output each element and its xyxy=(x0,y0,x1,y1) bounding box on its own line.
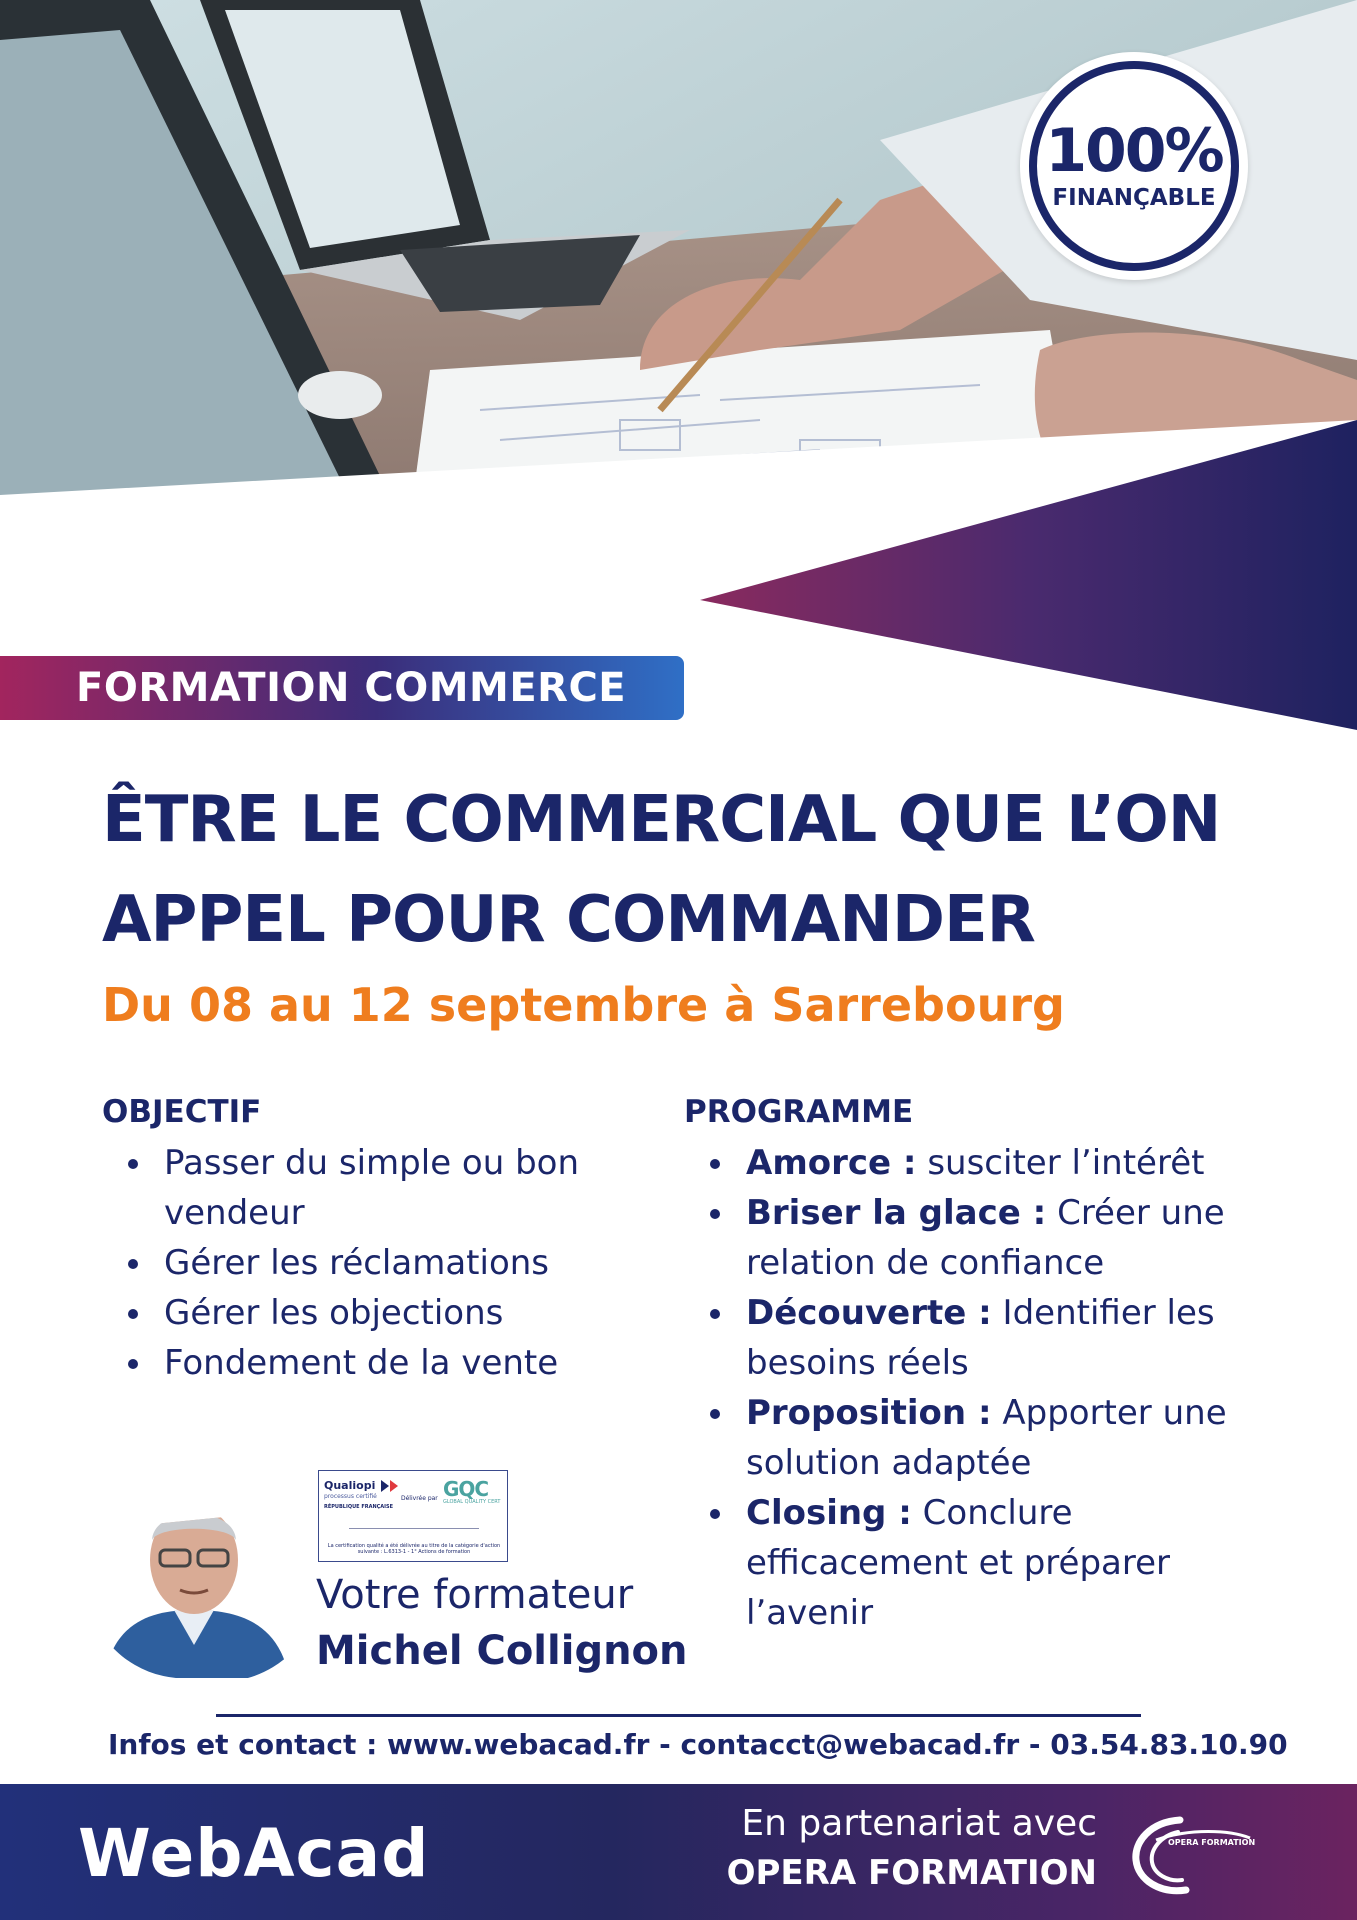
trainer-label: Votre formateur xyxy=(316,1572,634,1618)
financing-label: FINANÇABLE xyxy=(1052,185,1216,211)
qualiopi-divider xyxy=(349,1528,479,1529)
programme-item-text: susciter l’intérêt xyxy=(916,1143,1205,1183)
financing-badge-ring xyxy=(1029,61,1239,271)
programme-item-text: Créer une relation de confiance xyxy=(746,1193,1225,1283)
opera-logo-text: OPERA FORMATION xyxy=(1168,1838,1256,1847)
programme-item-title: Proposition : xyxy=(746,1393,992,1433)
objectif-heading: OBJECTIF xyxy=(102,1094,262,1130)
partner-name: OPERA FORMATION xyxy=(726,1853,1097,1893)
programme-item xyxy=(684,1288,1284,1388)
objectif-item: Fondement de la vente xyxy=(102,1338,662,1388)
programme-item-title: Briser la glace : xyxy=(746,1193,1047,1233)
objectif-item: Gérer les réclamations xyxy=(102,1238,662,1288)
objectif-list xyxy=(102,1138,662,1388)
gqc-logo: GQC xyxy=(443,1477,489,1501)
financing-badge xyxy=(1020,52,1248,280)
qualiopi-arrows-icon xyxy=(381,1480,401,1492)
programme-item xyxy=(684,1488,1284,1638)
programme-item-text: Identifier les besoins réels xyxy=(746,1293,1215,1383)
opera-formation-logo xyxy=(1120,1808,1260,1900)
qualiopi-certification xyxy=(318,1470,508,1562)
trainer-photo xyxy=(94,1470,294,1678)
programme-item xyxy=(684,1138,1284,1188)
programme-item-text: Conclure efficacement et préparer l’avenir xyxy=(746,1493,1170,1633)
financing-percent: 100% xyxy=(1045,116,1223,186)
programme-item xyxy=(684,1388,1284,1488)
qualiopi-delivered-by: Délivrée par xyxy=(401,1495,438,1502)
objectif-item: Gérer les objections xyxy=(102,1288,662,1338)
qualiopi-subtitle: processus certifié xyxy=(324,1493,377,1500)
programme-item xyxy=(684,1188,1284,1288)
programme-heading: PROGRAMME xyxy=(684,1094,914,1130)
objectif-item: Passer du simple ou bon vendeur xyxy=(102,1138,662,1238)
course-title xyxy=(102,770,1282,970)
qualiopi-footnote: La certification qualité a été délivrée au titre de la catégorie d'action suivante : L.6313-1 - 1° Actions de formation xyxy=(327,1543,501,1555)
trainer-name: Michel Collignon xyxy=(316,1628,688,1674)
course-dates: Du 08 au 12 septembre à Sarrebourg xyxy=(102,978,1065,1032)
partner-label: En partenariat avec xyxy=(741,1803,1097,1844)
title-line-1: ÊTRE LE COMMERCIAL QUE L’ON xyxy=(102,783,1221,857)
programme-item-title: Découverte : xyxy=(746,1293,992,1333)
contact-divider xyxy=(216,1714,1141,1717)
programme-item-text: Apporter une solution adaptée xyxy=(746,1393,1227,1483)
webacad-logo: WebAcad xyxy=(78,1815,430,1892)
category-tag-label: FORMATION COMMERCE xyxy=(76,665,627,711)
contact-info: Infos et contact : www.webacad.fr - contacct@webacad.fr - 03.54.83.10.90 xyxy=(108,1728,1288,1761)
qualiopi-name: Qualiopi xyxy=(324,1479,376,1492)
title-line-2: APPEL POUR COMMANDER xyxy=(102,883,1035,957)
gqc-subtitle: GLOBAL QUALITY CERT xyxy=(443,1499,501,1505)
programme-item-title: Amorce : xyxy=(746,1143,917,1183)
programme-list xyxy=(684,1138,1284,1638)
category-tag xyxy=(0,656,684,720)
qualiopi-republique: RÉPUBLIQUE FRANÇAISE xyxy=(324,1504,394,1510)
programme-item-title: Closing : xyxy=(746,1493,912,1533)
